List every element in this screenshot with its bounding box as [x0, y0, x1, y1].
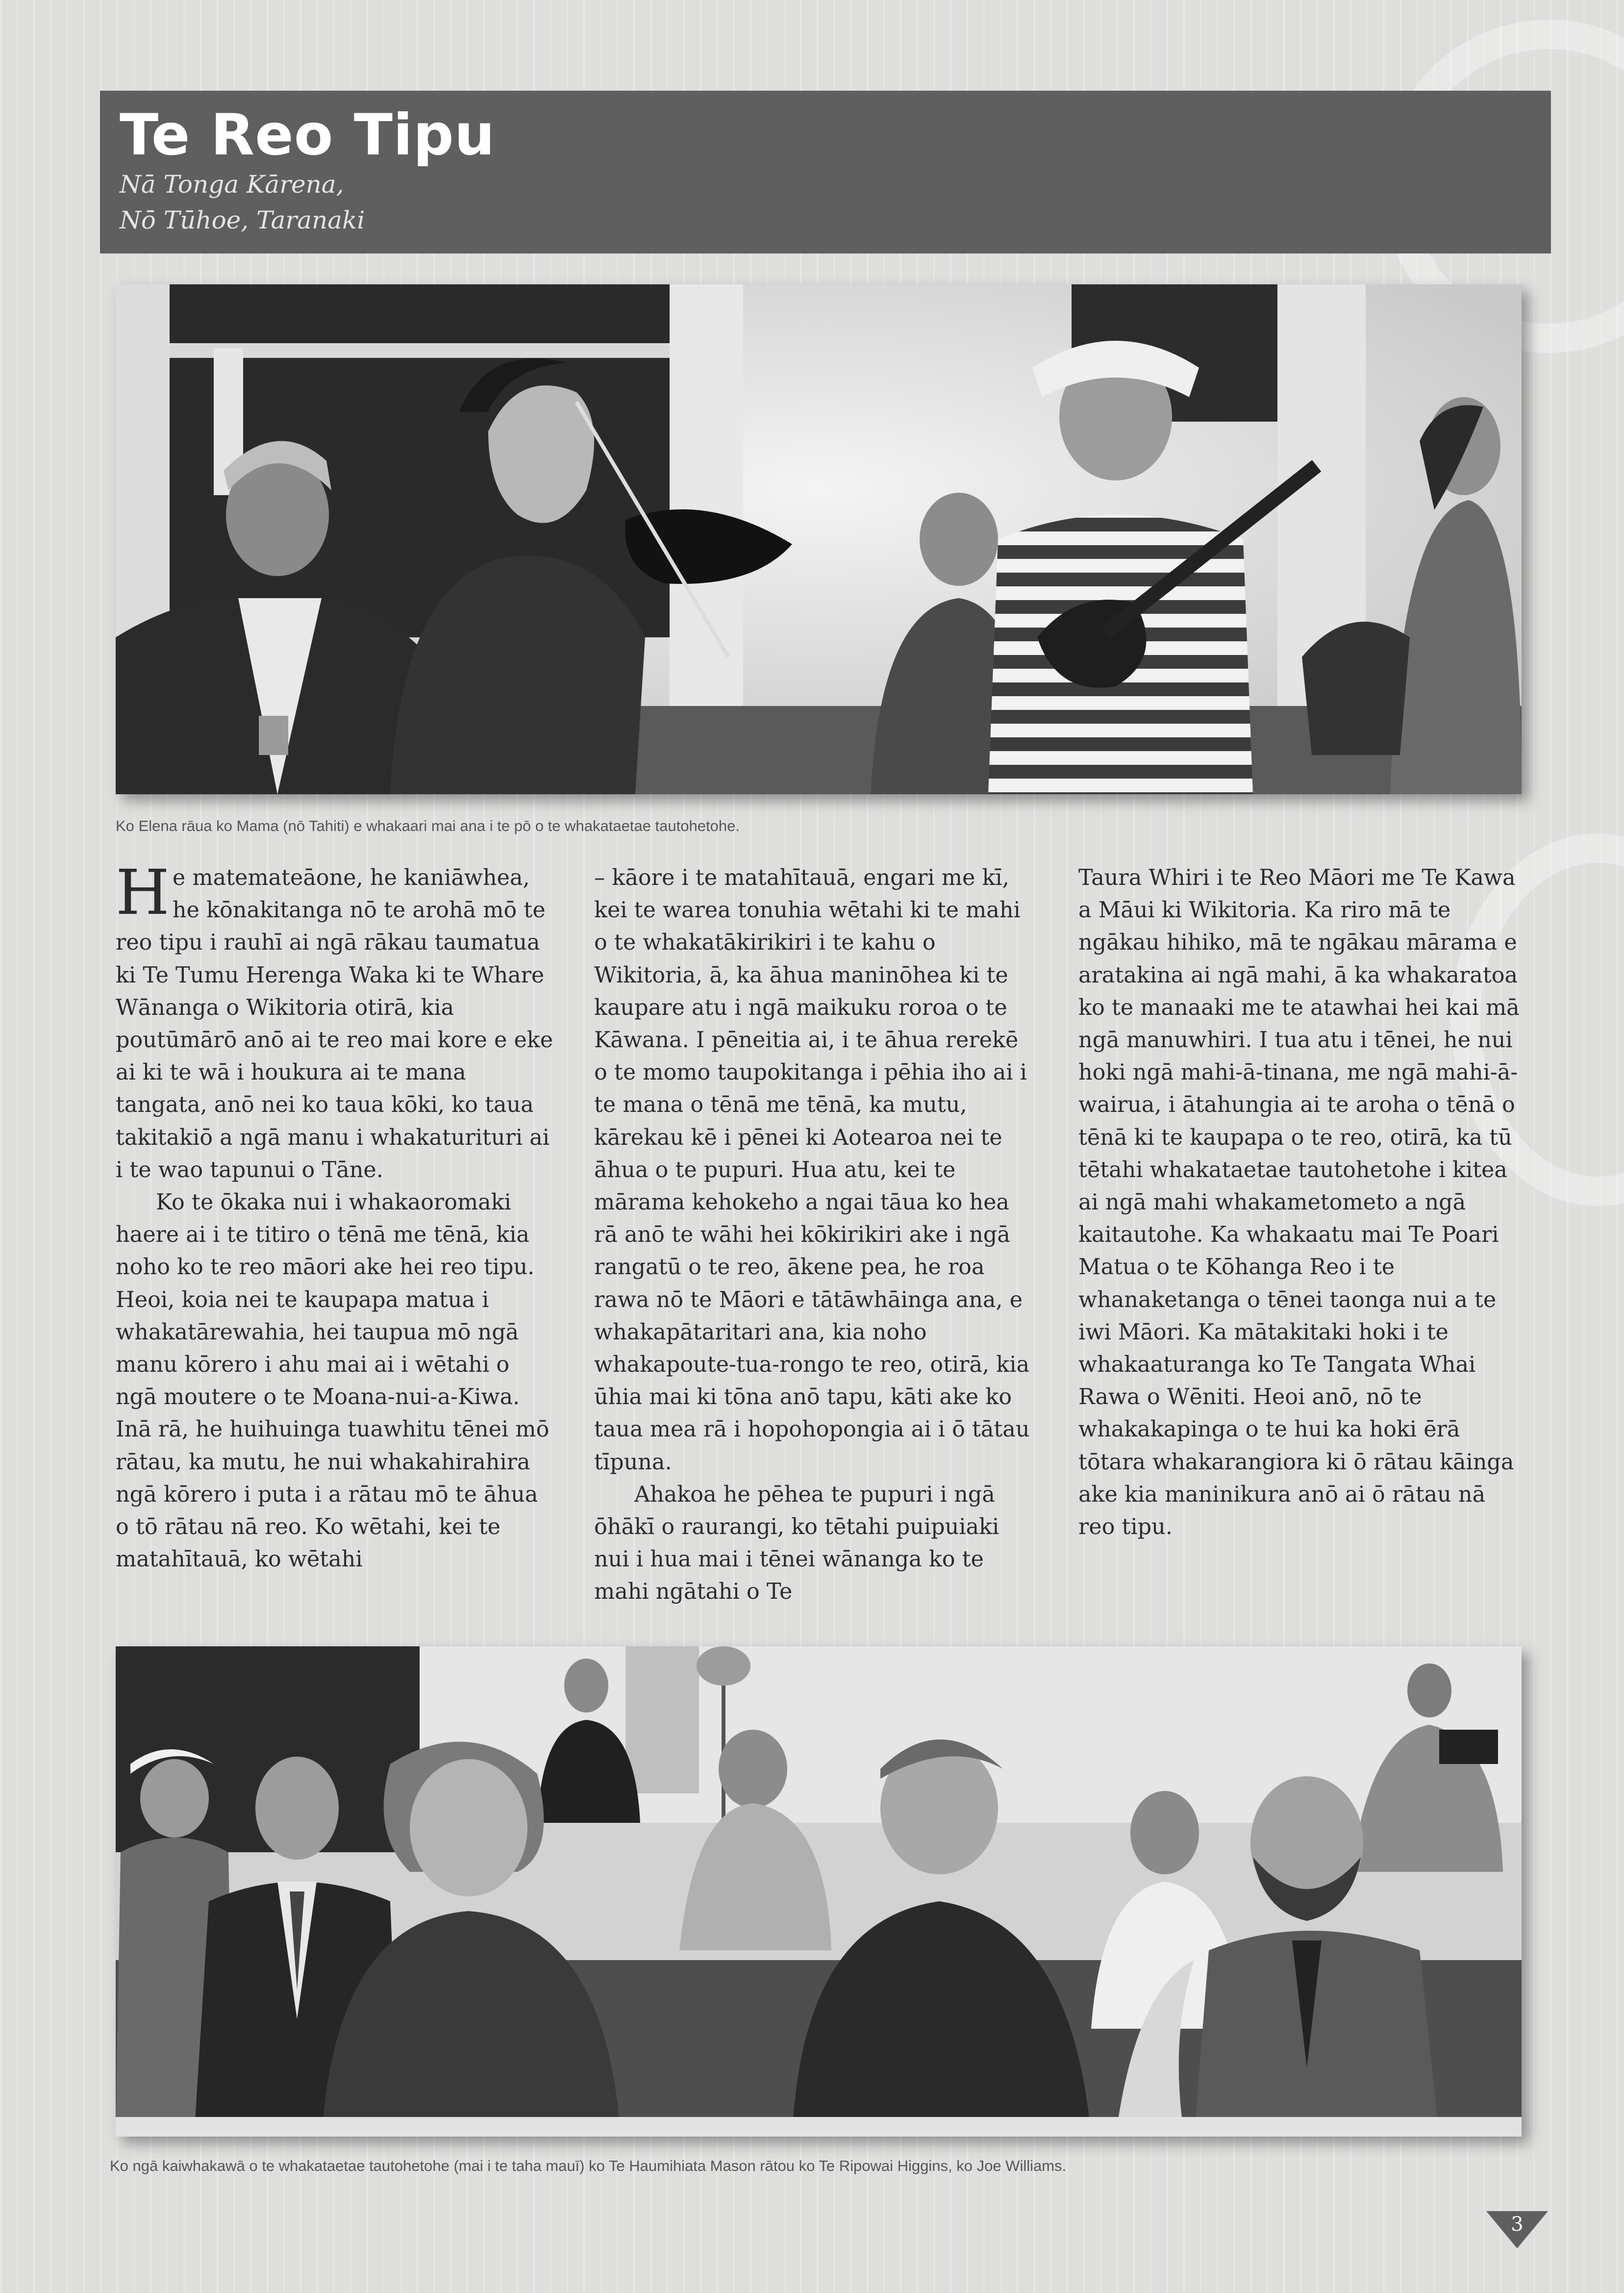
paragraph-text: e matemateāone, he kaniāwhea, he kōnakitanga nō te arohā mō te reo tipu i rauhī ai ngā rākau taumatua ki Te Tumu Herenga Waka ki te Whare Wānanga o Wikitoria otirā, kia poutūmārō anō ai te reo mai kore e eke ai ki te wā i houkura ai te mana tangata, anō nei ko taua kōki, ko taua takitakiō a ngā manu i whakaturituri ai i te wao tapunui o Tāne. — [116, 865, 553, 1183]
author-line: Nā Tonga Kārena, — [120, 170, 344, 199]
author-origin-line: Nō Tūhoe, Taranaki — [120, 206, 365, 235]
article-column-1 — [116, 857, 557, 1576]
page-number: 3 — [1511, 2213, 1524, 2236]
article-header — [100, 91, 1551, 253]
article-column-3 — [1078, 862, 1520, 1543]
top-photo-caption: Ko Elena rāua ko Mama (nō Tahiti) e whakaari mai ana i te pō o te whakataetae tautohetohe. — [116, 817, 740, 834]
bottom-photo-image — [116, 1646, 1522, 2137]
article-title: Te Reo Tipu — [120, 102, 496, 168]
article-paragraph — [116, 857, 557, 1186]
bottom-photo — [116, 1646, 1522, 2137]
page-number-marker — [1486, 2211, 1548, 2248]
article-paragraph: Ahakoa he pēhea te pupuri i ngā ōhākī o raurangi, ko tētahi puipuiaki nui i hua mai i tēnei wānanga ko te mahi ngātahi o Te — [594, 1482, 999, 1605]
top-photo — [116, 284, 1522, 794]
bottom-photo-caption: Ko ngā kaiwhakawā o te whakataetae tautohetohe (mai i te taha mauī) ko Te Haumihiata Mason rātou ko Te Ripowai Higgins, ko Joe Williams. — [110, 2157, 1067, 2174]
article-paragraph: – kāore i te matahītauā, engari me kī, kei te warea tonuhia wētahi ki te mahi o te whakatākirikiri i te kahu o Wikitoria, ā, ka āhua maninōhea ki te kaupare atu i ngā maikuku roroa o te Kāwana. I pēneitia ai, i te āhua rerekē o te momo taupokitanga i pēhia iho ai i te mana o tēnā me tēnā, ka mutu, kārekau kē i pēnei ki Aotearoa nei te āhua o te pupuri. Hua atu, kei te mārama kehokeho a ngai tāua ko hea rā anō te wāhi hei kōkirikiri ake i ngā rangatū o te reo, ākene pea, he roa rawa nō te Māori e tātāwhāinga ana, e whakapātaritari ana, kia noho whakapoute-tua-rongo te reo, otirā, kia ūhia mai ki tōna anō tapu, kāti ake ko taua mea rā i hopohopongia ai i ō tātau tīpuna. — [594, 865, 1030, 1475]
article-paragraph: Taura Whiri i te Reo Māori me Te Kawa a Māui ki Wikitoria. Ka riro mā te ngākau hihiko, mā te ngākau mārama e aratakina ai ngā mahi, ā ka whakaratoa ko te manaaki me te atawhai hei kai mā ngā manuwhiri. I tua atu i tēnei, he nui hoki ngā mahi-ā-tinana, me ngā mahi-ā-wairua, i ātahungia ai te aroha o tēnā o tēnā ki te kaupapa o te reo, otirā, ka tū tētahi whakataetae tautohetohe i kitea ai ngā mahi whakametometo a ngā kaitautohe. Ka whakaatu mai Te Poari Matua o te Kōhanga Reo i te whanaketanga o tēnei taonga nui a te iwi Māori. Ka mātakitaki hoki i te whakaaturanga ko Te Tangata Whai Rawa o Wēniti. Heoi anō, nō te whakakapinga o te hui ka hoki ērā tōtara whakarangiora ki ō rātau kāinga ake kia maninikura anō ai ō rātau nā reo tipu. — [1078, 865, 1520, 1540]
article-column-2 — [594, 862, 1035, 1609]
drop-cap: H — [116, 857, 170, 929]
top-photo-image — [116, 284, 1522, 794]
article-paragraph: Ko te ōkaka nui i whakaoromaki haere ai i te titiro o tēnā me tēnā, kia noho ko te reo māori ake hei reo tipu. Heoi, koia nei te kaupapa matua i whakatārewahia, hei taupua mō ngā manu kōrero i ahu mai ai i wētahi o ngā moutere o te Moana-nui-a-Kiwa. Inā rā, he huihuinga tuawhitu tēnei mō rātau, ka mutu, he nui whakahirahira ngā kōrero i puta i a rātau mō te āhua o tō rātau nā reo. Ko wētahi, kei te matahītauā, ko wētahi — [116, 1190, 550, 1572]
